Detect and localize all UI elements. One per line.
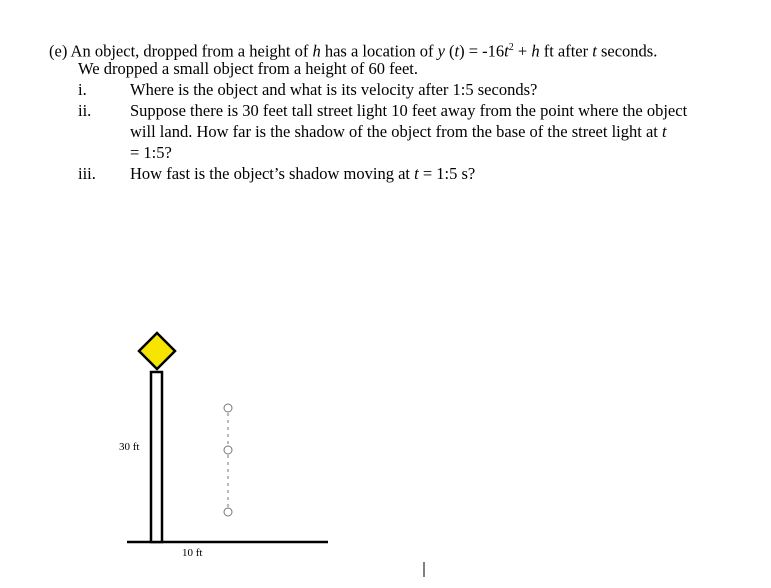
distance-label: 10 ft xyxy=(182,547,203,559)
object-position-icon xyxy=(224,446,232,454)
part-label: (e) xyxy=(49,41,68,61)
object-position-icon xyxy=(224,508,232,516)
item-ii-line-1: Suppose there is 30 feet tall street light 10 feet away from the point where the object xyxy=(130,101,688,120)
item-i-text: Where is the object and what is its velocity after 1:5 seconds? xyxy=(130,80,538,99)
height-label: 30 ft xyxy=(119,441,140,453)
item-number: i. xyxy=(78,80,87,99)
object-position-icon xyxy=(224,404,232,412)
item-iii-text: How fast is the object’s shadow moving at t = 1:5 s? xyxy=(130,164,476,183)
problem-line-2: We dropped a small object from a height of 60 feet. xyxy=(78,59,419,78)
lamp-icon xyxy=(139,333,175,369)
item-number: ii. xyxy=(78,101,92,120)
item-ii-line-2: will land. How far is the shadow of the object from the base of the street light at t xyxy=(130,122,667,141)
street-light-pole xyxy=(151,372,162,542)
item-ii-line-3: = 1:5? xyxy=(130,143,172,162)
item-number: iii. xyxy=(78,164,96,183)
problem-intro: (e) An object, dropped from a height of h has a location of y $(t) = -16t^2 + h$ ft after t seconds. xyxy=(49,41,658,61)
